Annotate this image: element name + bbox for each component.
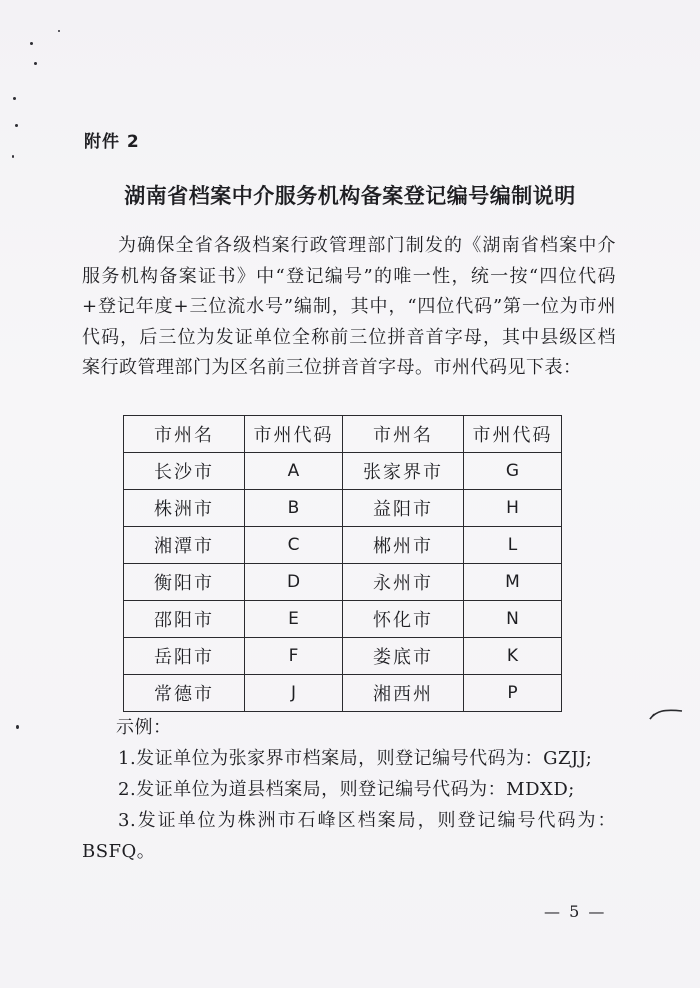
city-code-cell: A bbox=[245, 453, 343, 490]
city-code-cell: B bbox=[245, 490, 343, 527]
table-row bbox=[124, 490, 562, 527]
city-code-cell: L bbox=[464, 527, 562, 564]
city-name-cell: 怀化市 bbox=[343, 601, 464, 638]
city-name-cell: 娄底市 bbox=[343, 638, 464, 675]
city-name-cell: 湘潭市 bbox=[124, 527, 245, 564]
city-name-cell: 衡阳市 bbox=[124, 564, 245, 601]
table-row bbox=[124, 453, 562, 490]
city-code-cell: J bbox=[245, 675, 343, 712]
city-name-cell: 岳阳市 bbox=[124, 638, 245, 675]
pen-mark bbox=[648, 705, 684, 725]
header-city-code: 市州代码 bbox=[464, 416, 562, 453]
attachment-label: 附件 2 bbox=[84, 132, 140, 152]
intro-paragraph: 为确保全省各级档案行政管理部门制发的《湖南省档案中介服务机构备案证书》中“登记编号”的唯一性，统一按“四位代码+登记年度+三位流水号”编制，其中，“四位代码”第一位为市州代码，后三位为发证单位全称前三位拼音首字母，其中县级区档案行政管理部门为区名前三位拼音首字母。市州代码见下表： bbox=[82, 235, 616, 378]
city-name-cell: 湘西州 bbox=[343, 675, 464, 712]
city-code-cell: D bbox=[245, 564, 343, 601]
table-row bbox=[124, 675, 562, 712]
city-code-cell: G bbox=[464, 453, 562, 490]
city-code-cell: F bbox=[245, 638, 343, 675]
city-name-cell: 常德市 bbox=[124, 675, 245, 712]
city-name-cell: 邵阳市 bbox=[124, 601, 245, 638]
city-name-cell: 永州市 bbox=[343, 564, 464, 601]
header-city-name: 市州名 bbox=[124, 416, 245, 453]
scan-speck bbox=[34, 62, 37, 65]
city-code-cell: N bbox=[464, 601, 562, 638]
table-row bbox=[124, 527, 562, 564]
city-name-cell: 张家界市 bbox=[343, 453, 464, 490]
scan-speck bbox=[12, 155, 14, 158]
scan-speck bbox=[13, 97, 16, 100]
document-title: 湖南省档案中介服务机构备案登记编号编制说明 bbox=[124, 184, 576, 208]
table-row bbox=[124, 638, 562, 675]
city-code-table bbox=[123, 415, 562, 712]
scan-speck bbox=[58, 30, 60, 32]
scan-speck bbox=[15, 124, 18, 127]
example-item: 3.发证单位为株洲市石峰区档案局，则登记编号代码为：BSFQ。 bbox=[82, 810, 616, 862]
table-row bbox=[124, 601, 562, 638]
scan-speck bbox=[16, 725, 19, 729]
city-code-cell: P bbox=[464, 675, 562, 712]
city-name-cell: 益阳市 bbox=[343, 490, 464, 527]
header-city-name: 市州名 bbox=[343, 416, 464, 453]
city-name-cell: 郴州市 bbox=[343, 527, 464, 564]
table-row bbox=[124, 564, 562, 601]
city-code-cell: M bbox=[464, 564, 562, 601]
city-code-cell: E bbox=[245, 601, 343, 638]
city-name-cell: 株洲市 bbox=[124, 490, 245, 527]
table-header-row bbox=[124, 416, 562, 453]
city-code-cell: K bbox=[464, 638, 562, 675]
scan-speck bbox=[30, 42, 33, 45]
examples-section bbox=[82, 712, 616, 867]
city-code-cell: H bbox=[464, 490, 562, 527]
page-number: — 5 — bbox=[544, 902, 607, 921]
examples-label: 示例： bbox=[116, 717, 172, 738]
example-item: 1.发证单位为张家界市档案局，则登记编号代码为：GZJJ; bbox=[118, 748, 593, 769]
example-item: 2.发证单位为道县档案局，则登记编号代码为：MDXD; bbox=[118, 779, 575, 800]
city-name-cell: 长沙市 bbox=[124, 453, 245, 490]
city-code-cell: C bbox=[245, 527, 343, 564]
header-city-code: 市州代码 bbox=[245, 416, 343, 453]
